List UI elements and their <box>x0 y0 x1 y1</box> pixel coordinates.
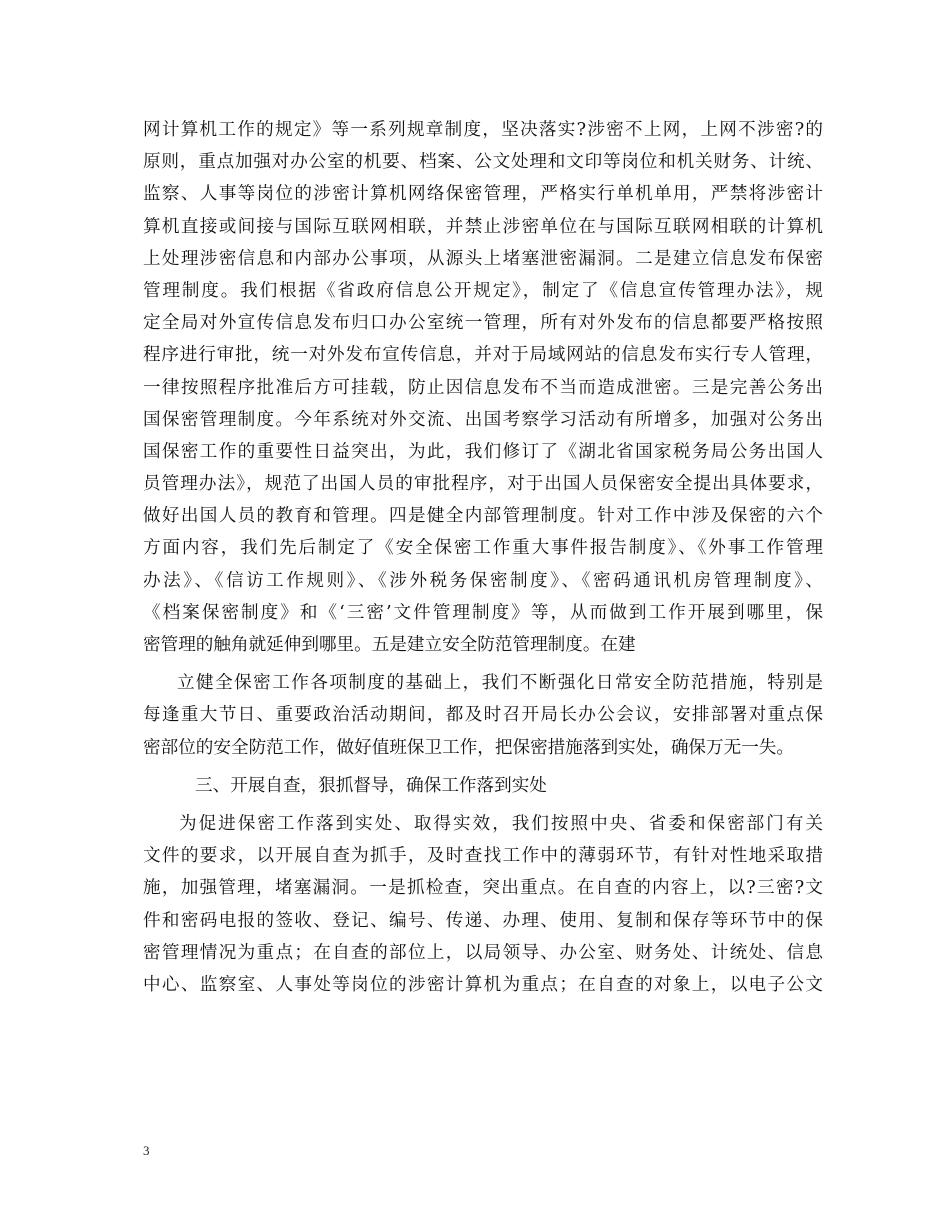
text-line: 件和密码电报的签收、登记、编号、传递、办理、使用、复制和保存等环节中的保 <box>143 910 823 931</box>
text-line: 一律按照程序批准后方可挂载，防止因信息发布不当而造成泄密。三是完善公务出 <box>143 377 823 398</box>
paragraph-confidentiality-rules <box>143 114 823 661</box>
text-line: 定全局对外宣传信息发布归口办公室统一管理，所有对外发布的信息都要严格按照 <box>143 313 823 334</box>
text-line: 为促进保密工作落到实处、取得实效，我们按照中央、省委和保密部门有关 <box>179 813 823 834</box>
text-line: 算机直接或间接与国际互联网相联，并禁止涉密单位在与国际互联网相联的计算机 <box>143 216 823 237</box>
text-line: 员管理办法》，规范了出国人员的审批程序，对于出国人员保密安全提出具体要求， <box>143 474 823 495</box>
text-line: 上处理涉密信息和内部办公事项，从源头上堵塞泄密漏洞。二是建立信息发布保密 <box>143 248 823 269</box>
text-line: 管理制度。我们根据《省政府信息公开规定》，制定了《信息宣传管理办法》，规 <box>143 280 823 301</box>
text-line: 密管理情况为重点；在自查的部位上，以局领导、办公室、财务处、计统处、信息 <box>143 942 823 963</box>
section-heading <box>143 770 823 802</box>
text-line: 国保密管理制度。今年系统对外交流、出国考察学习活动有所增多，加强对公务出 <box>143 409 823 430</box>
text-line: 方面内容，我们先后制定了《安全保密工作重大事件报告制度》、《外事工作管理 <box>143 538 823 559</box>
text-line: 中心、监察室、人事处等岗位的涉密计算机为重点；在自查的对象上，以电子公文 <box>143 974 823 995</box>
text-line: 每逢重大节日、重要政治活动期间，都及时召开局长办公会议，安排部署对重点保 <box>143 705 823 726</box>
text-line: 密部位的安全防范工作，做好值班保卫工作，把保密措施落到实处，确保万无一失。 <box>143 737 794 758</box>
section-heading-text: 三、开展自查，狠抓督导，确保工作落到实处 <box>195 775 547 796</box>
text-line: 施，加强管理，堵塞漏洞。一是抓检查，突出重点。在自查的内容上，以?三密?文 <box>143 878 823 899</box>
text-line: 监察、人事等岗位的涉密计算机网络保密管理，严格实行单机单用，严禁将涉密计 <box>143 184 823 205</box>
text-line: 立健全保密工作各项制度的基础上，我们不断强化日常安全防范措施，特别是 <box>177 673 823 694</box>
text-line: 国保密工作的重要性日益突出，为此，我们修订了《湖北省国家税务局公务出国人 <box>143 441 823 462</box>
text-line: 网计算机工作的规定》等一系列规章制度，坚决落实?涉密不上网，上网不涉密?的 <box>143 120 823 140</box>
page-number: 3 <box>143 1143 150 1158</box>
text-line: 做好出国人员的教育和管理。四是健全内部管理制度。针对工作中涉及保密的六个 <box>143 506 823 527</box>
text-line: 办法》、《信访工作规则》、《涉外税务保密制度》、《密码通讯机房管理制度》、 <box>143 570 823 591</box>
text-line: 《档案保密制度》和《‘三密’文件管理制度》等，从而做到工作开展到哪里，保 <box>143 602 823 623</box>
text-line: 程序进行审批，统一对外发布宣传信息，并对于局域网站的信息发布实行专人管理， <box>143 345 823 366</box>
document-body <box>143 114 823 1001</box>
text-line: 原则，重点加强对办公室的机要、档案、公文处理和文印等岗位和机关财务、计统、 <box>143 152 823 173</box>
paragraph-self-inspection <box>143 808 823 1001</box>
text-line: 密管理的触角就延伸到哪里。五是建立安全防范管理制度。在建 <box>143 635 636 655</box>
text-line: 文件的要求，以开展自查为抓手，及时查找工作中的薄弱环节，有针对性地采取措 <box>143 846 823 867</box>
paragraph-security-measures <box>143 667 823 764</box>
